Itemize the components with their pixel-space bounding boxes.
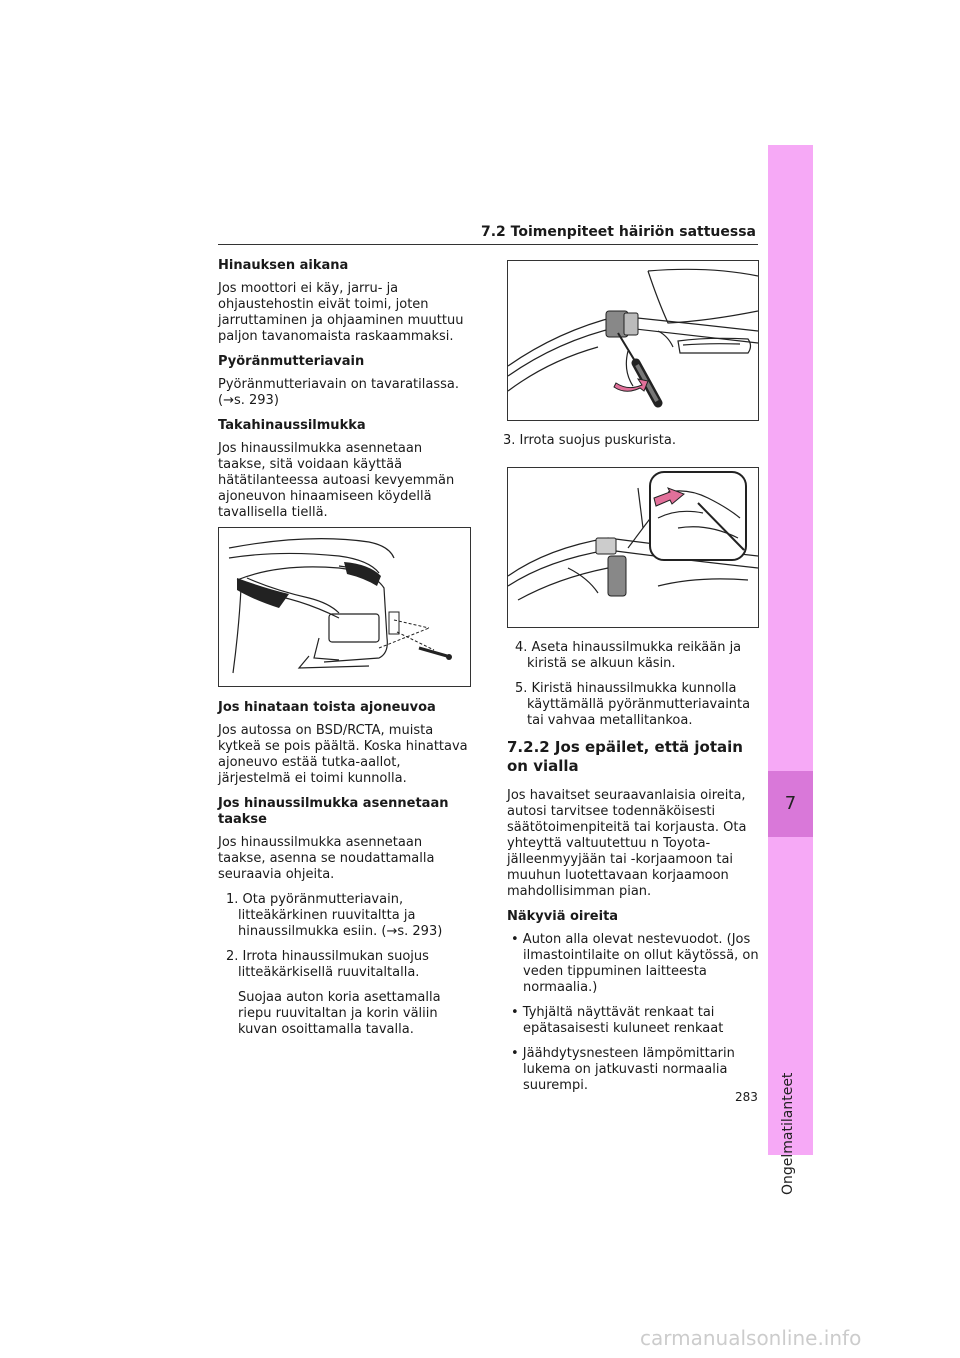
- cover-removal-illustration: [508, 468, 758, 627]
- paragraph: Jos moottori ei käy, jarru- ja ohjaustehostin eivät toimi, joten jarruttaminen ja ohjaaminen muuttuu paljon tavanomaista raskaammaksi.: [218, 281, 464, 344]
- heading-hinauksen-aikana: Hinauksen aikana: [218, 258, 349, 273]
- chapter-label-wrap: [776, 1035, 806, 1195]
- figure-remove-cover-screwdriver: [507, 260, 759, 421]
- step-2: 2. Irrota hinaussilmukan suojus litteäkärkisellä ruuvitaltalla.: [226, 949, 429, 980]
- heading-install-rear-eyelet: Jos hinaussilmukka asennetaan taakse: [218, 796, 449, 827]
- right-step-3-block: [503, 433, 762, 458]
- right-column-bottom: [507, 640, 762, 1103]
- left-column-bottom: [218, 700, 473, 1047]
- page-number: 283: [735, 1090, 758, 1104]
- heading-towing-another-vehicle: Jos hinataan toista ajoneuvoa: [218, 700, 436, 715]
- page-header: [218, 222, 758, 245]
- heading-rear-towing-eyelet: Takahinaussilmukka: [218, 418, 366, 433]
- bullet-item: • Auton alla olevat nestevuodot. (Jos ilmastointilaite on ollut käytössä, on veden tippuminen laitteesta normaalia.): [511, 932, 759, 995]
- bullet-item: • Tyhjältä näyttävät renkaat tai epätasaisesti kuluneet renkaat: [511, 1005, 724, 1036]
- paragraph: Jos hinaussilmukka asennetaan taakse, sitä voidaan käyttää hätätilanteessa autoasi kevyemmän ajoneuvon hinaamiseen köydellä tavallisella tiellä.: [218, 441, 455, 520]
- paragraph: Jos havaitset seuraavanlaisia oireita, autosi tarvitsee todennäköisesti säätötoimenpiteitä tai korjausta. Ota yhteyttä valtuutettuu n Toyota-jälleenmyyjään tai -korjaamoon tai muuhun luotettavaan korjaamoon mahdollisimman pian.: [507, 788, 747, 899]
- bullet-item: • Jäähdytysnesteen lämpömittarin lukema on jatkuvasti normaalia suurempi.: [511, 1046, 735, 1093]
- paragraph: Jos autossa on BSD/RCTA, muista kytkeä se pois päältä. Koska hinattava ajoneuvo estää tutka-aallot, järjestelmä ei toimi kunnolla.: [218, 723, 468, 786]
- figure-car-rear: [218, 527, 471, 687]
- heading-wheel-wrench: Pyöränmutteriavain: [218, 354, 365, 369]
- chapter-label: Ongelmatilanteet: [780, 1072, 796, 1195]
- section-heading-7-2-2: 7.2.2 Jos epäilet, että jotain on vialla: [507, 738, 743, 775]
- paragraph: Pyöränmutteriavain on tavaratilassa. (→s. 293): [218, 377, 459, 408]
- heading-visible-symptoms: Näkyviä oireita: [507, 909, 619, 924]
- chapter-side-tab[interactable]: [768, 145, 813, 1195]
- watermark: carmanualsonline.info: [640, 1326, 862, 1350]
- paragraph: Jos hinaussilmukka asennetaan taakse, asenna se noudattamalla seuraavia ohjeita.: [218, 835, 435, 882]
- step-1: 1. Ota pyöränmutteriavain, litteäkärkinen ruuvitaltta ja hinaussilmukka esiin. (→s. 293): [226, 892, 443, 939]
- step-5: 5. Kiristä hinaussilmukka kunnolla käyttämällä pyöränmutteriavainta tai vahvaa metallitankoa.: [515, 681, 751, 728]
- step-3: 3. Irrota suojus puskurista.: [503, 433, 676, 448]
- figure-remove-cover-bumper: [507, 467, 759, 628]
- screwdriver-illustration: [508, 261, 758, 420]
- header-title: 7.2 Toimenpiteet häiriön sattuessa: [480, 224, 756, 240]
- chapter-number: 7: [784, 793, 797, 814]
- step-4: 4. Aseta hinaussilmukka reikään ja kiristä se alkuun käsin.: [515, 640, 742, 671]
- car-rear-illustration: [219, 528, 470, 686]
- left-column-top: [218, 258, 473, 530]
- step-2-note: Suojaa auton koria asettamalla riepu ruuvitaltan ja korin väliin kuvan osoittamalla tavalla.: [238, 990, 441, 1037]
